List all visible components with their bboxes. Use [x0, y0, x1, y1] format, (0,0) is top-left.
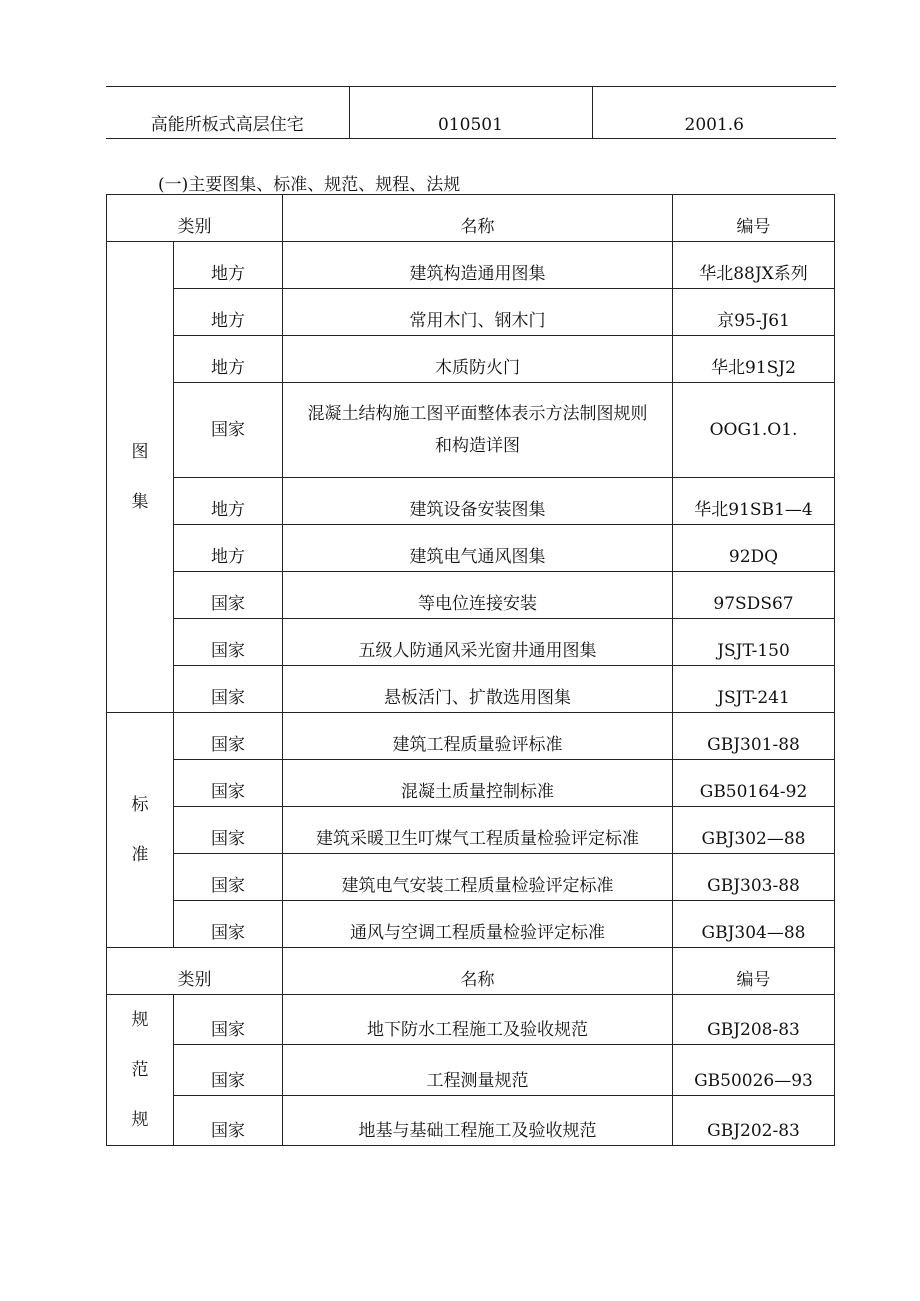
table-row [107, 995, 835, 1045]
table-row [107, 666, 835, 713]
table-row [107, 478, 835, 525]
name-cell: 悬板活门、扩散选用图集 [283, 666, 673, 713]
level-cell: 国家 [174, 995, 283, 1045]
level-cell: 地方 [174, 478, 283, 525]
name-cell: 建筑采暖卫生叮煤气工程质量检验评定标准 [283, 807, 673, 854]
table-row [107, 901, 835, 948]
name-cell: 混凝土质量控制标准 [283, 760, 673, 807]
name-cell: 建筑设备安装图集 [283, 478, 673, 525]
group-char: 集 [131, 492, 149, 512]
header-category: 类别 [107, 948, 283, 995]
group-label-guifan [107, 995, 174, 1146]
code-cell: GBJ304—88 [673, 901, 835, 948]
name-cell: 常用木门、钢木门 [283, 289, 673, 336]
code-cell: OOG1.O1. [673, 383, 835, 478]
table-row [107, 1045, 835, 1095]
level-cell: 地方 [174, 525, 283, 572]
name-cell: 五级人防通风采光窗井通用图集 [283, 619, 673, 666]
name-cell: 建筑电气通风图集 [283, 525, 673, 572]
name-cell: 木质防火门 [283, 336, 673, 383]
table-row [107, 760, 835, 807]
code-cell: 华北88JX系列 [673, 242, 835, 289]
group-char: 图 [131, 442, 149, 462]
level-cell: 国家 [174, 572, 283, 619]
code-cell: GBJ302—88 [673, 807, 835, 854]
code-cell: 92DQ [673, 525, 835, 572]
project-code-cell: 010501 [349, 87, 592, 139]
group-label-tuji [107, 242, 174, 713]
table-row [107, 289, 835, 336]
level-cell: 国家 [174, 383, 283, 478]
table-subheader-row [107, 948, 835, 995]
level-cell: 国家 [174, 713, 283, 760]
group-label-biaozhun [107, 713, 174, 948]
name-line: 混凝土结构施工图平面整体表示方法制图规则 [307, 404, 648, 424]
group-char: 范 [131, 1060, 149, 1080]
group-char: 规 [131, 1010, 149, 1030]
section-title: (一)主要图集、标准、规范、规程、法规 [158, 175, 461, 195]
name-cell: 工程测量规范 [283, 1045, 673, 1095]
group-char: 标 [131, 795, 149, 815]
header-name: 名称 [283, 948, 673, 995]
code-cell: 97SDS67 [673, 572, 835, 619]
name-cell: 地基与基础工程施工及验收规范 [283, 1095, 673, 1145]
code-cell: GBJ202-83 [673, 1095, 835, 1145]
header-code: 编号 [673, 195, 835, 242]
table-row [107, 525, 835, 572]
level-cell: 地方 [174, 242, 283, 289]
name-cell: 地下防水工程施工及验收规范 [283, 995, 673, 1045]
name-cell [283, 383, 673, 478]
group-char: 准 [131, 845, 149, 865]
name-cell: 通风与空调工程质量检验评定标准 [283, 901, 673, 948]
name-cell: 建筑电气安装工程质量检验评定标准 [283, 854, 673, 901]
table-row [107, 242, 835, 289]
code-cell: 京95-J61 [673, 289, 835, 336]
table-row [107, 572, 835, 619]
code-cell: GB50026—93 [673, 1045, 835, 1095]
code-cell: GBJ208-83 [673, 995, 835, 1045]
table-row [107, 807, 835, 854]
header-code: 编号 [673, 948, 835, 995]
table-header-row [107, 195, 835, 242]
level-cell: 地方 [174, 289, 283, 336]
name-cell: 建筑构造通用图集 [283, 242, 673, 289]
project-name-cell: 高能所板式高层住宅 [106, 87, 349, 139]
table-row [107, 619, 835, 666]
name-cell: 等电位连接安装 [283, 572, 673, 619]
code-cell: GB50164-92 [673, 760, 835, 807]
project-date-cell: 2001.6 [592, 87, 836, 139]
code-cell: GBJ301-88 [673, 713, 835, 760]
code-cell: JSJT-241 [673, 666, 835, 713]
level-cell: 国家 [174, 760, 283, 807]
table-row [107, 336, 835, 383]
level-cell: 国家 [174, 901, 283, 948]
level-cell: 国家 [174, 1095, 283, 1145]
name-cell: 建筑工程质量验评标准 [283, 713, 673, 760]
table-row [107, 1095, 835, 1145]
project-info-table [106, 86, 836, 139]
code-cell: JSJT-150 [673, 619, 835, 666]
level-cell: 国家 [174, 666, 283, 713]
level-cell: 国家 [174, 619, 283, 666]
code-cell: 华北91SB1—4 [673, 478, 835, 525]
standards-table [106, 194, 835, 1146]
project-info-row [106, 87, 836, 139]
level-cell: 国家 [174, 1045, 283, 1095]
name-line: 和构造详图 [435, 436, 520, 456]
header-name: 名称 [283, 195, 673, 242]
table-row [107, 383, 835, 478]
table-row [107, 713, 835, 760]
level-cell: 国家 [174, 807, 283, 854]
level-cell: 地方 [174, 336, 283, 383]
code-cell: 华北91SJ2 [673, 336, 835, 383]
header-category: 类别 [107, 195, 283, 242]
table-row [107, 854, 835, 901]
group-char: 规 [131, 1110, 149, 1130]
code-cell: GBJ303-88 [673, 854, 835, 901]
level-cell: 国家 [174, 854, 283, 901]
